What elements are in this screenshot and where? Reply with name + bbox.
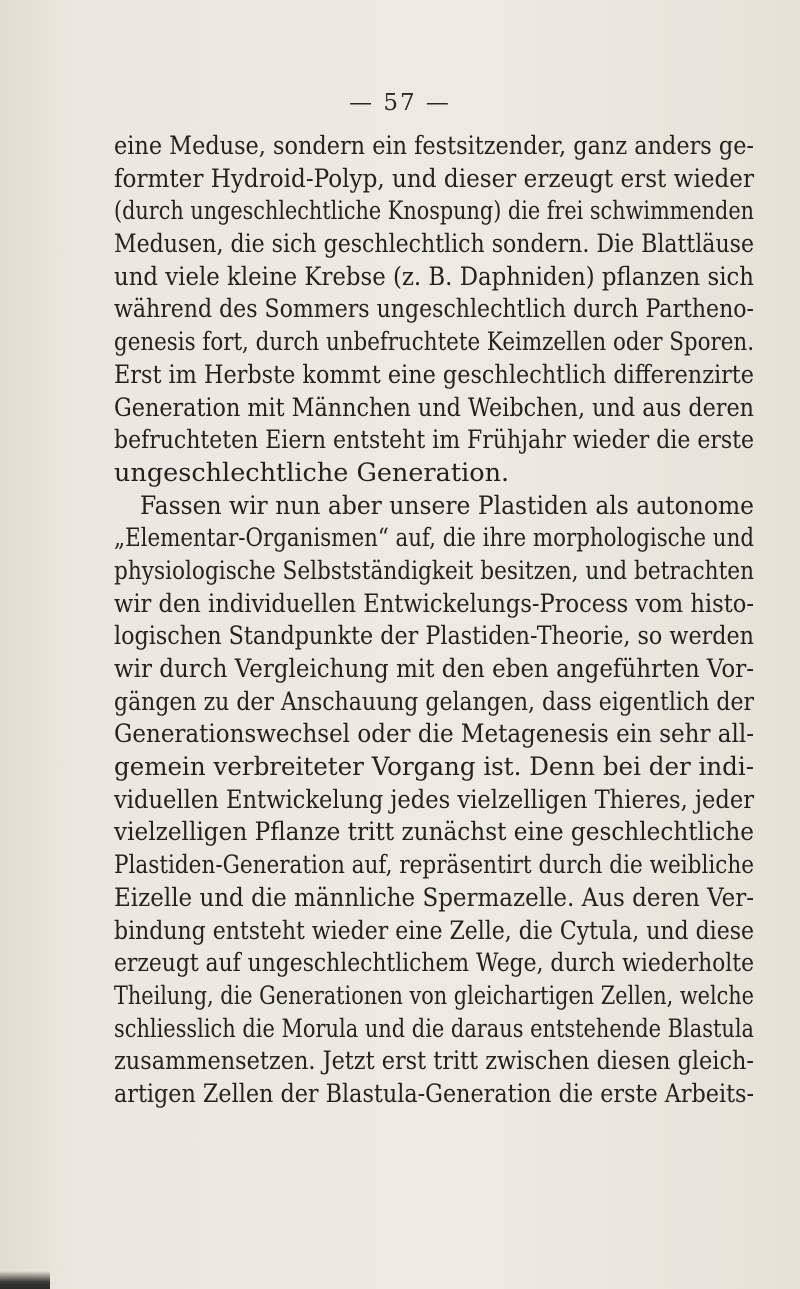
- text-line: genesis fort, durch unbefruchtete Keimzellen oder Sporen.: [114, 327, 754, 358]
- text-line: Plastiden-Generation auf, repräsentirt durch die weibliche: [114, 850, 754, 881]
- text-line: eine Meduse, sondern ein festsitzender, ganz anders ge-: [114, 131, 754, 161]
- paragraph-start-line: Fassen wir nun aber unsere Plastiden als autonome: [140, 490, 754, 521]
- text-line: und viele kleine Krebse (z. B. Daphniden) pflanzen sich: [114, 261, 754, 292]
- text-line: schliesslich die Morula und die daraus entstehende Blastula: [114, 1013, 754, 1044]
- text-line: befruchteten Eiern entsteht im Frühjahr wieder die erste: [114, 425, 754, 456]
- text-line: logischen Standpunkte der Plastiden-Theorie, so werden: [114, 621, 754, 652]
- text-line: gemein verbreiteter Vorgang ist. Denn bei der indi-: [114, 752, 754, 783]
- text-line: Medusen, die sich geschlechtlich sondern. Die Blattläuse: [114, 229, 754, 260]
- text-line: Erst im Herbste kommt eine geschlechtlich differenzirte: [114, 359, 754, 390]
- page-number: — 57 —: [349, 90, 451, 116]
- text-line: wir durch Vergleichung mit den eben angeführten Vor-: [114, 654, 754, 684]
- text-line: Theilung, die Generationen von gleichartigen Zellen, welche: [114, 980, 754, 1011]
- text-line: „Elementar-Organismen“ auf, die ihre morphologische und: [114, 523, 754, 554]
- text-line: bindung entsteht wieder eine Zelle, die Cytula, und diese: [114, 915, 754, 946]
- text-line: (durch ungeschlechtliche Knospung) die frei schwimmenden: [114, 196, 754, 227]
- text-line: artigen Zellen der Blastula-Generation die erste Arbeits-: [114, 1078, 754, 1109]
- text-line-last: ungeschlechtliche Generation.: [114, 457, 510, 488]
- text-line: gängen zu der Anschauung gelangen, dass eigentlich der: [114, 686, 754, 717]
- text-line: Generation mit Männchen und Weibchen, und aus deren: [114, 392, 754, 423]
- text-line: Generationswechsel oder die Metagenesis ein sehr all-: [114, 719, 754, 750]
- body-text: [114, 130, 754, 1111]
- text-line: zusammensetzen. Jetzt erst tritt zwischen diesen gleich-: [114, 1046, 754, 1077]
- text-line: viduellen Entwickelung jedes vielzelligen Thieres, jeder: [114, 784, 754, 815]
- text-line: formter Hydroid-Polyp, und dieser erzeugt erst wieder: [114, 163, 754, 194]
- text-line: wir den individuellen Entwickelungs-Process vom histo-: [114, 588, 754, 619]
- text-line: erzeugt auf ungeschlechtlichem Wege, durch wiederholte: [114, 948, 754, 979]
- text-line: physiologische Selbstständigkeit besitzen, und betrachten: [114, 555, 754, 586]
- text-line: während des Sommers ungeschlechtlich durch Partheno-: [114, 294, 754, 325]
- text-line: vielzelligen Pflanze tritt zunächst eine geschlechtliche: [114, 817, 754, 848]
- text-line: Eizelle und die männliche Spermazelle. Aus deren Ver-: [114, 882, 754, 913]
- scan-shadow: [0, 1271, 50, 1289]
